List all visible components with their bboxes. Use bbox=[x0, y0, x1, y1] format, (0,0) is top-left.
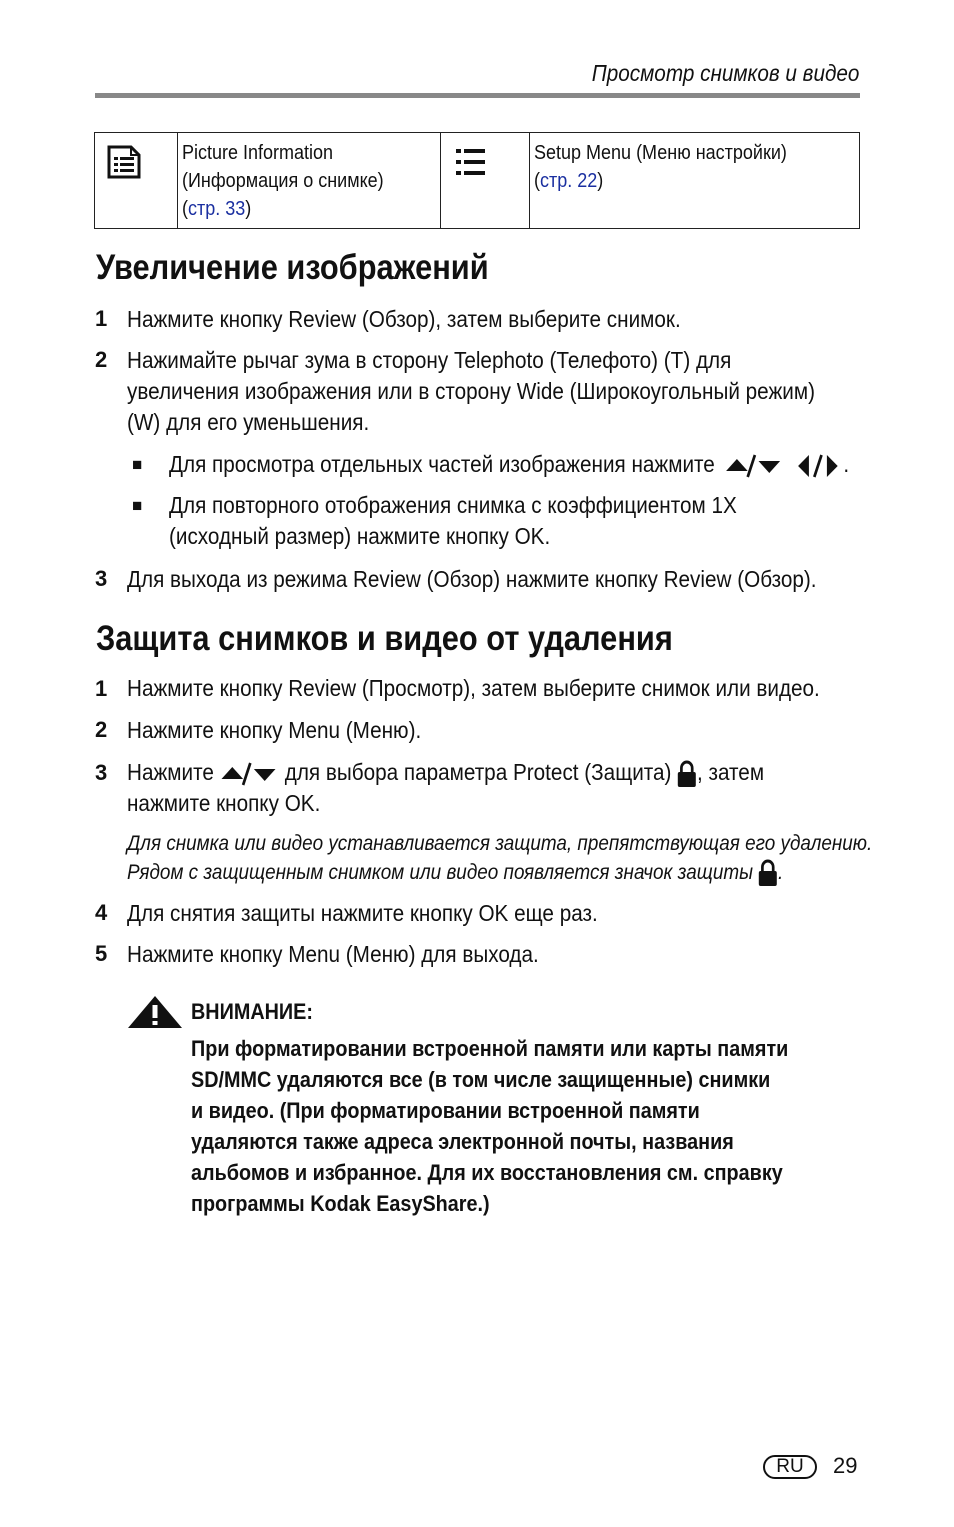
step-text: Для снятия защиты нажмите кнопку OK еще раз. bbox=[127, 900, 598, 926]
bullet-marker: ■ bbox=[132, 455, 143, 474]
left-right-arrows-icon bbox=[797, 453, 844, 479]
step-text: Нажмите кнопку Review (Просмотр), затем выберите снимок или видео. bbox=[127, 675, 820, 701]
warning-text: SD/MMC удаляются все (в том числе защищенные) снимки bbox=[191, 1067, 771, 1092]
note-text: Для снимка или видео устанавливается защита, препятствующая его удалению. bbox=[127, 832, 873, 855]
picture-info-icon bbox=[107, 145, 141, 179]
page-header-title: Просмотр снимков и видео bbox=[591, 60, 859, 86]
bullet-text-main: Для просмотра отдельных частей изображения нажмите bbox=[169, 451, 715, 477]
note-text-main: Рядом с защищенным снимком или видео появляется значок защиты bbox=[127, 861, 753, 884]
warning-title: ВНИМАНИЕ: bbox=[191, 999, 313, 1024]
menu-icons-table bbox=[94, 132, 860, 229]
lock-icon bbox=[677, 760, 697, 788]
warning-icon bbox=[127, 995, 183, 1029]
up-down-arrows-icon bbox=[220, 761, 279, 787]
warning-text: и видео. (При форматировании встроенной памяти bbox=[191, 1098, 700, 1123]
step-number: 1 bbox=[95, 306, 108, 331]
warning-text: удаляются также адреса электронной почты, названия bbox=[191, 1129, 734, 1154]
paren-open: ( bbox=[534, 170, 541, 192]
step-text: Нажмите кнопку Menu (Меню) для выхода. bbox=[127, 941, 539, 967]
setup-menu-icon bbox=[455, 147, 487, 179]
bullet-text: (исходный размер) нажмите кнопку OK. bbox=[169, 523, 551, 549]
table-cell-icon-1 bbox=[95, 133, 178, 228]
page-number: 29 bbox=[833, 1453, 858, 1478]
step-number: 4 bbox=[95, 900, 108, 925]
step-text-pre: Нажмите bbox=[127, 759, 214, 785]
section-title-zoom: Увеличение изображений bbox=[96, 248, 489, 287]
warning-text: При форматировании встроенной памяти или карты памяти bbox=[191, 1036, 789, 1061]
paren-close: ) bbox=[245, 198, 252, 220]
step-text: Нажмите кнопку Review (Обзор), затем выберите снимок. bbox=[127, 306, 681, 332]
paren-close: ) bbox=[597, 170, 604, 192]
bullet-suffix: . bbox=[843, 451, 850, 477]
bullet-text: Для повторного отображения снимка с коэффициентом 1X bbox=[169, 492, 737, 518]
bullet-marker: ■ bbox=[132, 496, 143, 515]
step-text: Для выхода из режима Review (Обзор) нажмите кнопку Review (Обзор). bbox=[127, 566, 817, 592]
warning-text: программы Kodak EasyShare.) bbox=[191, 1191, 490, 1216]
language-badge: RU bbox=[763, 1455, 817, 1479]
table-cell-icon-2 bbox=[440, 133, 530, 228]
step-text: Нажимайте рычаг зума в сторону Telephoto (Телефото) (T) для bbox=[127, 347, 732, 373]
setup-menu-label: Setup Menu (Меню настройки) bbox=[534, 142, 787, 164]
table-cell-picture-info bbox=[177, 133, 441, 228]
step-text: увеличения изображения или в сторону Wide (Широкоугольный режим) bbox=[127, 378, 815, 404]
picture-info-label-ru: (Информация о снимке) bbox=[182, 170, 384, 192]
step-number: 2 bbox=[95, 347, 108, 372]
step-number: 3 bbox=[95, 760, 108, 785]
step-text: Нажмите кнопку Menu (Меню). bbox=[127, 717, 422, 743]
note-text bbox=[127, 858, 783, 887]
picture-info-label: Picture Information bbox=[182, 142, 334, 164]
section-title-protect: Защита снимков и видео от удаления bbox=[96, 619, 673, 658]
step-text bbox=[127, 757, 764, 788]
paren-open: ( bbox=[182, 198, 189, 220]
lock-icon bbox=[758, 859, 778, 887]
page-link-22[interactable]: стр. 22 bbox=[540, 170, 598, 192]
up-down-arrows-icon bbox=[724, 453, 783, 479]
warning-text: альбомов и избранное. Для их восстановления см. справку bbox=[191, 1160, 783, 1185]
step-number: 1 bbox=[95, 676, 108, 701]
step-number: 3 bbox=[95, 566, 108, 591]
note-end: . bbox=[778, 861, 784, 884]
bullet-text bbox=[169, 449, 849, 480]
table-cell-setup-menu bbox=[529, 133, 859, 228]
step-text: (W) для его уменьшения. bbox=[127, 409, 370, 435]
page-link-33[interactable]: стр. 33 bbox=[188, 198, 246, 220]
step-text-post: , затем bbox=[697, 759, 765, 785]
step-text: нажмите кнопку OK. bbox=[127, 790, 321, 816]
step-text-mid: для выбора параметра Protect (Защита) bbox=[284, 759, 672, 785]
step-number: 5 bbox=[95, 941, 108, 966]
header-rule bbox=[95, 93, 860, 98]
step-number: 2 bbox=[95, 717, 108, 742]
